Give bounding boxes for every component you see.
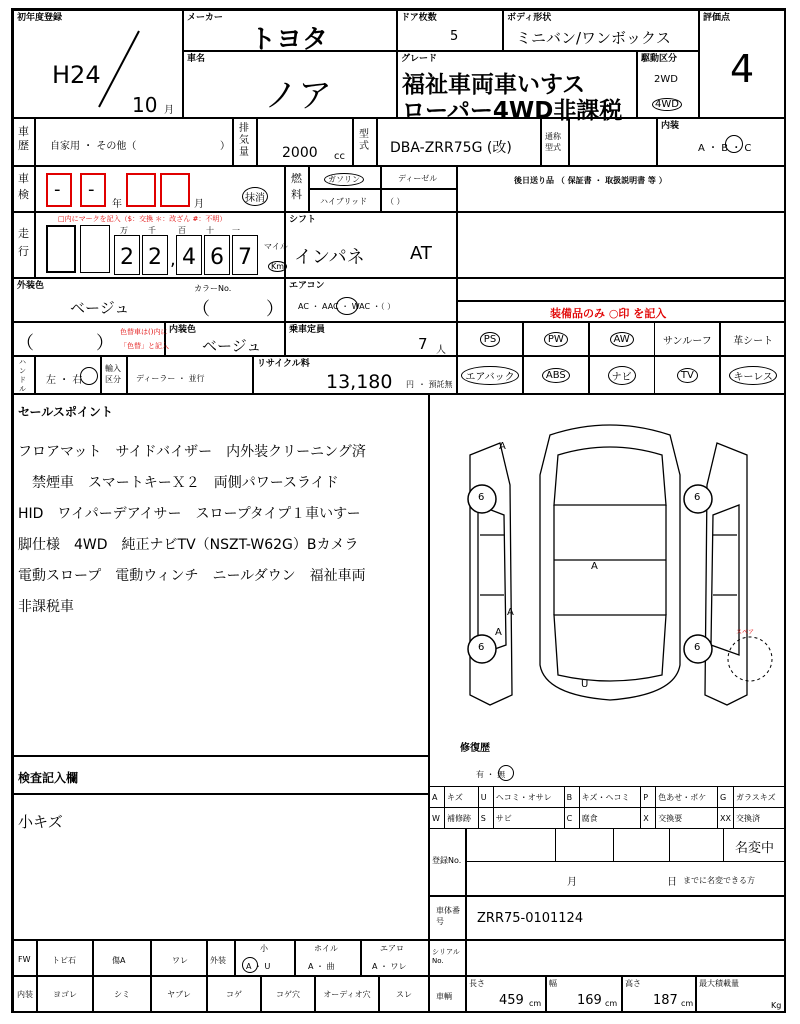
registration-month: 10 (132, 93, 158, 117)
repair-none-circle (498, 765, 514, 781)
legend-cell: B (564, 787, 579, 808)
history-value-cell (35, 118, 233, 166)
inspection-dash-2: - (88, 179, 95, 200)
length-value: 459 (499, 993, 524, 1008)
fuel-other-cell (381, 189, 457, 212)
drive-label: 駆動区分 (641, 54, 678, 64)
doors-label: ドア枚数 (401, 13, 437, 23)
docs-label: 後日送り品 （ 保証書 ・ 取扱説明書 等 ） (514, 176, 667, 185)
inspection-date-cell (35, 166, 285, 212)
seats-cell (285, 322, 457, 356)
serial-label: シリアルNo. (432, 948, 460, 965)
auction-sheet (11, 8, 786, 1013)
displacement-label: 排気量 (239, 123, 249, 158)
sales-point-line: 脚仕様 4WD 純正ナビTV（NSZT-W62G）Bカメラ (18, 537, 359, 553)
registration-year: H24 (52, 61, 101, 89)
width-value: 169 (577, 993, 602, 1008)
legend-cell: ガラスキズ (733, 787, 785, 808)
grade-line-2: ローパー4WD非課税 (402, 98, 623, 124)
color-code-open: （ (192, 299, 210, 320)
shift-label: シフト (289, 215, 317, 225)
damage-legend (429, 786, 786, 828)
equipment-row1-item-label-3: サンルーフ (663, 335, 712, 347)
sales-point-line: HID ワイパーデアイサー スロープタイプ１車いすー (18, 506, 361, 522)
legend-cell: キズ (445, 787, 479, 808)
height-cell (622, 976, 696, 1013)
fuel-label: 燃料 (291, 172, 302, 201)
mileage-digit-2: 2 (142, 235, 168, 275)
registration-deadline: までに名変できる方 (683, 876, 755, 885)
legend-cell: サビ (493, 808, 564, 829)
equipment-row1-item-3 (654, 322, 720, 356)
color-code-label: カラーNo. (194, 284, 232, 293)
interior-color-value: ベージュ (202, 337, 262, 355)
history-label-cell (13, 118, 35, 166)
damage-mark-5: U (581, 679, 589, 690)
grade-label: グレード (401, 54, 438, 64)
mileage-digit-1: 2 (114, 235, 140, 275)
doors-cell (397, 10, 503, 51)
import-value-cell (127, 356, 253, 394)
interior-item-text: ヤブレ (167, 990, 191, 999)
equipment-row1-item-2 (589, 322, 655, 356)
fuel-diesel: ディーゼル (398, 174, 438, 183)
interior-item-text: コゲ (226, 990, 242, 999)
legend-cell: 交換済 (733, 808, 785, 829)
mileage-unit-mile: マイル (264, 242, 288, 251)
fw-item-3: ワレ (172, 956, 188, 965)
common-model-label: 通称型式 (545, 132, 561, 152)
handle-label-cell (13, 356, 35, 394)
car-name-value: ノア (264, 76, 332, 116)
equipment-row1-item-1 (523, 322, 589, 356)
grade-cell (397, 51, 637, 124)
mileage-label-cell (13, 212, 35, 278)
inspection-notes-cell (13, 794, 429, 940)
ext-small-circle (242, 957, 258, 973)
history-value: 自家用 ・ その他（ (50, 141, 137, 152)
interior-item-text: コゲ穴 (276, 990, 300, 999)
exterior-color-label: 外装色 (17, 281, 45, 291)
equipment-title: 装備品のみ ○印 を記入 (550, 307, 667, 320)
legend-cell: G (718, 787, 734, 808)
interior-grade-label: 内装 (661, 121, 680, 131)
equipment-row2-item-label-1: ABS (542, 368, 570, 383)
legend-cell: 腐食 (579, 808, 641, 829)
shift-type: AT (410, 243, 432, 264)
height-value: 187 (653, 993, 678, 1008)
aircon-label: エアコン (289, 281, 325, 291)
unit-hyaku: 百 (178, 226, 186, 235)
aero-label: エアロ (380, 944, 404, 953)
shift-position: インパネ (294, 247, 365, 268)
equipment-row2-item-4 (720, 356, 786, 394)
damage-mark-3: A (507, 607, 514, 618)
interior-item (261, 976, 315, 1013)
damage-mark-4: A (495, 627, 502, 638)
interior-item-text: シミ (114, 990, 130, 999)
equipment-row1-item-label-4: 革シート (733, 335, 774, 347)
length-unit: cm (529, 999, 542, 1008)
color-change-cell (13, 322, 169, 356)
ext-small-options: A ・ U (246, 962, 271, 971)
interior-item (379, 976, 429, 1013)
repair-history-value: 有 ・ 無 (476, 770, 506, 779)
legend-cell: P (641, 787, 656, 808)
mileage-box-100k (46, 225, 76, 273)
sales-points-cell (13, 394, 429, 756)
displacement-value-cell (257, 118, 353, 166)
doors-value: 5 (450, 29, 459, 44)
fuel-hybrid: ハイブリッド (320, 197, 368, 206)
equipment-row2-item-2 (589, 356, 655, 394)
damage-mark-1: A (499, 441, 506, 452)
aircon-cell (285, 278, 457, 322)
tire-depth-rear-right: 6 (694, 642, 701, 653)
score-label: 評価点 (703, 13, 731, 23)
docs-blank-2 (457, 278, 786, 301)
chassis-label: 車体番号 (436, 906, 460, 926)
interior-grade-options: A ・ B ・ C (698, 143, 752, 154)
sales-point-line: 禁煙車 スマートキーＸ２ 両側パワースライド (18, 475, 339, 491)
legend-cell: 色あせ・ボケ (656, 787, 718, 808)
grade-line-1: 福祉車両車いすス (402, 72, 586, 98)
registration-label-cell (429, 828, 466, 896)
import-label-cell (101, 356, 127, 394)
color-code-close: ） (266, 299, 284, 320)
mileage-box-blank (80, 225, 110, 273)
month-unit: 月 (164, 105, 174, 116)
equipment-row1-item-label-0: PS (480, 332, 500, 347)
inspection-month-unit: 月 (194, 199, 204, 210)
legend-cell: U (478, 787, 493, 808)
interior-row-label (13, 976, 37, 1013)
inspection-notes-label: 検査記入欄 (18, 771, 79, 785)
mileage-digit-5: 7 (232, 235, 258, 275)
legend-cell: ヘコミ・オサレ (493, 787, 564, 808)
max-load-unit: Kg (771, 1001, 782, 1010)
handle-value: 左 ・ 右 (46, 375, 83, 386)
sales-point-line: 電動スロープ 電動ウィンチ ニールダウン 福祉車両 (18, 568, 366, 584)
legend-cell: X (641, 808, 656, 829)
inspection-label-cell (13, 166, 35, 212)
bottom-ext-label: 外装 (210, 956, 226, 965)
seats-label: 乗車定員 (289, 325, 326, 335)
equipment-row-2 (457, 356, 786, 394)
maker-label: メーカー (187, 13, 223, 23)
mileage-digit-4: 6 (204, 235, 230, 275)
equipment-row2-item-label-2: ナビ (608, 366, 636, 385)
equipment-row2-item-label-3: TV (677, 368, 698, 383)
height-label: 高さ (625, 979, 641, 988)
sales-point-line: 非課税車 (18, 599, 74, 615)
legend-cell: C (564, 808, 579, 829)
seats-value: 7 (418, 335, 428, 353)
score-value: 4 (730, 47, 755, 91)
serial-label-cell (429, 940, 466, 976)
model-value-cell (377, 118, 541, 166)
equipment-row2-item-3 (654, 356, 720, 394)
ext-small-label: 小 (260, 944, 268, 953)
fuel-gasoline-circled: ガソリン (324, 173, 364, 186)
dims-label: 車輌 (436, 992, 452, 1001)
length-label: 長さ (469, 979, 485, 988)
model-value: DBA-ZRR75G (改) (390, 140, 512, 156)
inspection-year-unit: 年 (112, 199, 122, 210)
registration-day-unit: 日 (667, 877, 677, 888)
max-load-label: 最大積載量 (699, 979, 739, 988)
score-cell (699, 10, 786, 118)
inspection-expired-circled: 抹消 (242, 187, 268, 206)
recycle-label: リサイクル料 (257, 359, 310, 369)
interior-item-text: 内装 (17, 990, 33, 999)
mileage-label: 走行 (18, 227, 29, 258)
registration-cell (466, 828, 786, 896)
chassis-cell (466, 896, 786, 940)
fuel-gas-cell (309, 166, 381, 189)
legend-cell: S (478, 808, 493, 829)
sales-points-lines (18, 437, 366, 623)
fw-label: FW (18, 955, 31, 964)
equipment-row1-item-label-2: AW (610, 332, 634, 347)
fw-exterior-row (13, 940, 429, 976)
wheel-options: A ・ 曲 (308, 962, 335, 971)
exterior-color-value: ベージュ (70, 299, 130, 317)
equipment-row2-item-1 (523, 356, 589, 394)
name-change-pending: 名変中 (735, 841, 775, 856)
body-label: ボディ形状 (507, 13, 552, 23)
first-registration-cell (13, 10, 183, 118)
max-load-cell (696, 976, 786, 1013)
drive-4wd-circled: 4WD (652, 98, 682, 111)
width-unit: cm (605, 999, 618, 1008)
history-label: 車歴 (18, 125, 29, 152)
fuel-other: （ ） (386, 197, 405, 206)
equipment-row1-item-0 (457, 322, 523, 356)
first-registration-label: 初年度登録 (17, 13, 63, 23)
paren-open: （ (16, 333, 34, 354)
fw-item-1: トビ石 (52, 956, 76, 965)
inspection-dash-1: - (54, 179, 61, 200)
interior-item (315, 976, 379, 1013)
unit-sen: 千 (148, 226, 156, 235)
interior-grade-circle (725, 135, 743, 153)
handle-right-circle (80, 367, 98, 385)
tire-depth-front-left: 6 (478, 492, 485, 503)
docs-blank-cell (457, 212, 786, 278)
mileage-unit-km-circled: Km (268, 261, 287, 272)
wheel-label: ホイル (314, 944, 338, 953)
width-label: 幅 (549, 979, 557, 988)
interior-color-cell (165, 322, 285, 356)
sales-points-label: セールスポイント (18, 405, 113, 419)
recycle-value: 13,180 (326, 371, 393, 393)
serial-cell (466, 940, 786, 976)
sales-point-line: フロアマット サイドバイザー 内外装クリーニング済 (18, 444, 366, 460)
chassis-label-cell (429, 896, 466, 940)
common-model-cell (541, 118, 569, 166)
recycle-deposit: ・ 預託無 (418, 380, 453, 389)
seats-unit: 人 (436, 345, 446, 356)
car-diagram-cell (429, 394, 786, 786)
import-value: ディーラー ・ 並行 (136, 374, 205, 383)
recycle-unit: 円 (406, 380, 414, 389)
car-diagram (430, 395, 787, 785)
fuel-hybrid-cell (309, 189, 381, 212)
import-label: 輸入区分 (105, 364, 121, 384)
fuel-label-cell (285, 166, 309, 212)
unit-ichi: 一 (232, 226, 240, 235)
drive-cell (637, 51, 699, 118)
equipment-title-cell (457, 301, 786, 322)
equipment-row1-item-4 (720, 322, 786, 356)
registration-label: 登録No. (432, 856, 462, 865)
legend-cell: XX (718, 808, 734, 829)
tire-depth-front-right: 6 (694, 492, 701, 503)
interior-item (93, 976, 151, 1013)
maker-value: トヨタ (250, 25, 329, 55)
equipment-row2-item-label-4: キーレス (729, 366, 777, 385)
color-change-note-2: 「色替」と記入 (120, 342, 169, 350)
color-change-note-1: 色替車は()内に (120, 328, 168, 336)
inspection-label: 車検 (18, 172, 29, 201)
common-model-value-cell (569, 118, 657, 166)
legend-cell: A (430, 787, 445, 808)
car-name-cell (183, 51, 397, 118)
interior-grade-cell (657, 118, 786, 166)
height-unit: cm (681, 999, 694, 1008)
interior-row (13, 976, 429, 1013)
handle-value-cell (35, 356, 101, 394)
model-label: 型式 (359, 129, 369, 152)
displacement-unit: cc (334, 151, 345, 162)
aircon-circle (336, 297, 358, 315)
docs-cell (457, 166, 786, 212)
length-cell (466, 976, 546, 1013)
interior-item-text: ヨゴレ (53, 990, 77, 999)
drive-2wd: 2WD (654, 74, 678, 85)
interior-item (151, 976, 207, 1013)
body-cell (503, 10, 699, 51)
damage-mark-2: A (591, 561, 598, 572)
model-label-cell (353, 118, 377, 166)
interior-item-text: スレ (396, 990, 412, 999)
fw-item-2: 傷A (112, 956, 126, 965)
aero-options: A ・ ワレ (372, 962, 407, 971)
displacement-label-cell (233, 118, 257, 166)
interior-color-label: 内装色 (169, 325, 197, 335)
legend-cell: キズ・ヘコミ (579, 787, 641, 808)
inspection-notes-header (13, 756, 429, 794)
interior-item-text: オーディオ穴 (323, 990, 371, 999)
registration-month-unit: 月 (567, 877, 577, 888)
aircon-options: AC ・ AAC ・ WAC ・（ ） (298, 302, 396, 311)
recycle-cell (253, 356, 457, 394)
mileage-cell (35, 212, 288, 278)
fuel-diesel-cell (381, 166, 457, 189)
mileage-digit-3: 4 (176, 235, 202, 275)
mileage-note: □内にマークを記入（$：交換 ＊：改ざん #：不明） (58, 215, 227, 223)
legend-cell: 補修跡 (445, 808, 479, 829)
interior-item (37, 976, 93, 1013)
displacement-value: 2000 (282, 145, 318, 161)
equipment-row2-item-label-0: エアバック (461, 366, 518, 385)
equipment-row2-item-0 (457, 356, 523, 394)
unit-man: 万 (120, 226, 128, 235)
car-name-label: 車名 (187, 54, 206, 64)
legend-cell: W (430, 808, 445, 829)
chassis-number: ZRR75-0101124 (477, 911, 584, 926)
maker-cell (183, 10, 397, 55)
legend-cell: 交換要 (656, 808, 718, 829)
body-value: ミニバン/ワンボックス (516, 29, 671, 47)
dims-label-cell (429, 976, 466, 1013)
mileage-comma: , (170, 249, 176, 270)
spare-tire-label: スペア (736, 629, 755, 636)
inspection-notes-text: 小キズ (18, 813, 63, 831)
repair-history-label: 修復歴 (460, 743, 490, 754)
paren-close: ） (96, 333, 114, 354)
unit-juu: 十 (206, 226, 214, 235)
shift-cell (285, 212, 457, 278)
exterior-color-cell (13, 278, 285, 322)
equipment-row-1 (457, 322, 786, 356)
width-cell (546, 976, 622, 1013)
interior-item (207, 976, 261, 1013)
tire-depth-rear-left: 6 (478, 642, 485, 653)
equipment-row1-item-label-1: PW (544, 332, 568, 347)
handle-label: ハンドル (19, 358, 26, 393)
history-close: ） (220, 141, 230, 152)
